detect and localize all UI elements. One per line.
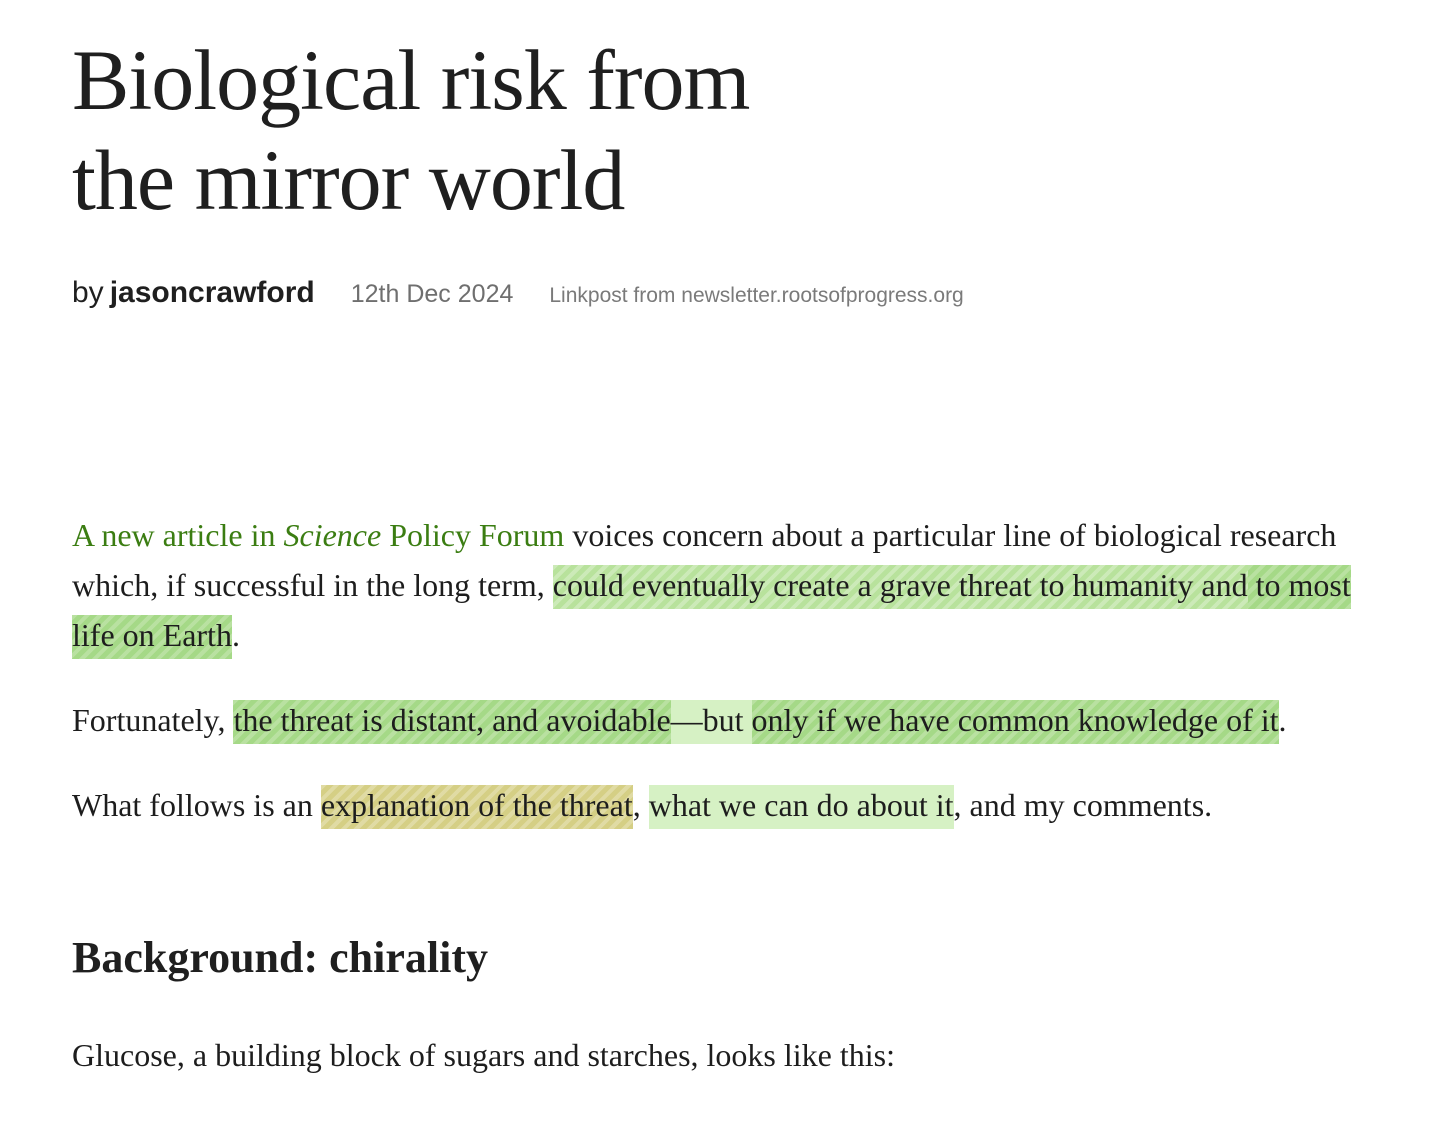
post-title — [72, 30, 972, 230]
what-follows-end: , and my comments. — [953, 787, 1213, 823]
highlight-common-knowledge[interactable]: only if we have common knowledge of it — [752, 700, 1279, 744]
link-text-italic[interactable]: Science — [283, 517, 382, 553]
highlight-distant-avoidable[interactable]: the threat is distant, and avoidable — [233, 700, 670, 744]
post-title-line-1: Biological risk from — [72, 32, 750, 128]
highlight-but[interactable]: —but — [671, 700, 752, 744]
section-heading: Background: chirality — [72, 933, 489, 982]
link-text-start[interactable]: A new article in — [72, 517, 284, 553]
paragraph-fortunately — [72, 695, 1382, 745]
science-article-link[interactable] — [72, 517, 564, 553]
fortunately-end: . — [1278, 702, 1287, 738]
highlight-most-life[interactable]: to most life on Earth — [72, 565, 1351, 659]
paragraph-what-follows — [72, 780, 1382, 830]
what-follows-text: What follows is an — [72, 787, 321, 823]
by-label: by — [72, 276, 104, 309]
linkpost-source[interactable]: Linkpost from newsletter.rootsofprogress.org — [549, 284, 964, 307]
post-title-line-2: the mirror world — [72, 132, 625, 228]
intro-end: . — [231, 617, 240, 653]
author-link[interactable]: jasoncrawford — [109, 276, 315, 309]
paragraph-intro — [72, 510, 1382, 660]
link-text-end[interactable]: Policy Forum — [381, 517, 565, 553]
post-date[interactable]: 12th Dec 2024 — [350, 280, 514, 308]
post-body — [72, 510, 1382, 865]
highlight-explanation[interactable]: explanation of the threat — [321, 785, 633, 829]
highlight-grave-threat[interactable]: could eventually create a grave threat to humanity and — [553, 565, 1248, 609]
highlight-what-we-can-do[interactable]: what we can do about it — [649, 785, 954, 829]
paragraph-glucose: Glucose, a building block of sugars and starches, looks like this: — [72, 1037, 895, 1073]
intro-text: voices concern about a particular line of biological research which, if successful in the long term, — [72, 517, 1337, 603]
what-follows-comma: , — [632, 787, 649, 823]
post-meta — [72, 276, 964, 310]
fortunately-text: Fortunately, — [72, 702, 234, 738]
